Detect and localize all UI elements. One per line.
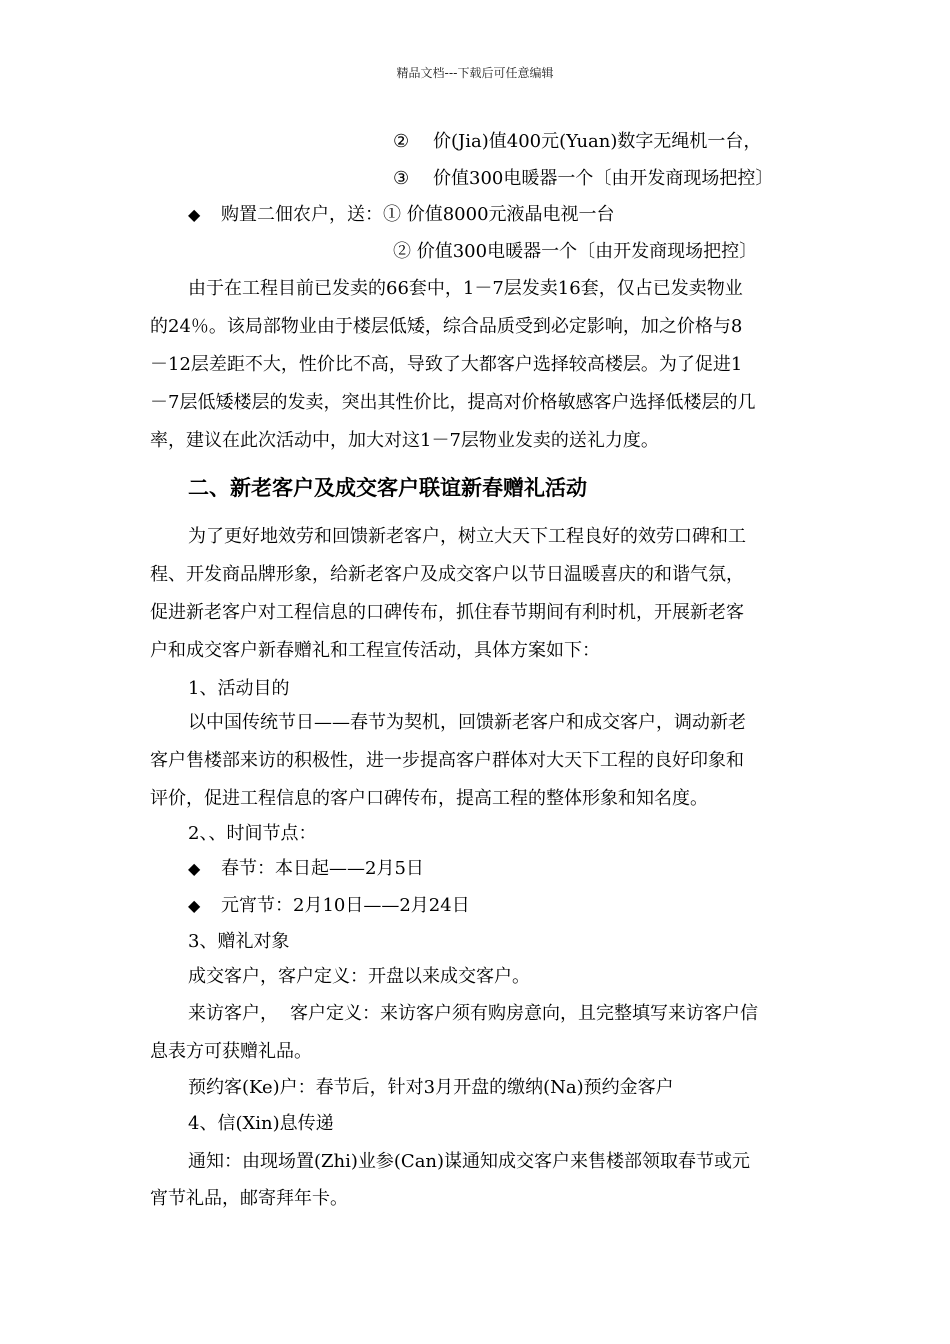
paragraph-line: 通知：由现场置(Zhi)业参(Can)谋通知成交客户来售楼部领取春节或元: [188, 1151, 751, 1172]
paragraph-line: －7层低矮楼层的发卖，突出其性价比，提高对价格敏感客户选择低楼层的几: [150, 392, 756, 413]
paragraph-line: 息表方可获赠礼品。: [150, 1041, 312, 1062]
paragraph-line: 以中国传统节日——春节为契机，回馈新老客户和成交客户，调动新老: [188, 712, 746, 733]
paragraph-line: 成交客户，客户定义：开盘以来成交客户。: [188, 966, 530, 987]
item-text: 价(Jia)值400元(Yuan)数字无绳机一台，: [433, 131, 762, 152]
time-bullet-spring: [188, 857, 424, 881]
paragraph-line: 宵节礼品，邮寄拜年卡。: [150, 1188, 348, 1209]
bullet-text: 春节：本日起——2月5日: [221, 858, 424, 879]
subsection-title: 1、活动目的: [188, 678, 290, 699]
paragraph-line: 由于在工程目前已发卖的66套中，1－7层发卖16套，仅占已发卖物业: [188, 278, 743, 299]
paragraph-line: 程、开发商品牌形象，给新老客户及成交客户以节日温暖喜庆的和谐气氛，: [150, 564, 744, 585]
paragraph-line: 率，建议在此次活动中，加大对这1－7层物业发卖的送礼力度。: [150, 430, 659, 451]
line-segment: 来访客户，: [188, 1003, 278, 1024]
subsection-title: 3、赠礼对象: [188, 931, 290, 952]
gift-item-2: [393, 130, 761, 154]
page-header: 精品文档---下载后可任意编辑: [396, 66, 554, 80]
item-number: ②: [393, 131, 410, 152]
item-number: ③: [393, 168, 410, 189]
gift-item-heater: ② 价值300电暖器一个〔由开发商现场把控〕: [393, 241, 758, 262]
line-segment: 客户定义：来访客户须有购房意向，且完整填写来访客户信: [290, 1003, 758, 1024]
bullet-text: 购置二佃农户，送：① 价值8000元液晶电视一台: [221, 204, 615, 225]
paragraph-line: 户和成交客户新春赠礼和工程宣传活动，具体方案如下：: [150, 640, 600, 661]
bullet-text: 元宵节：2月10日——2月24日: [221, 895, 470, 916]
paragraph-line: 预约客(Ke)户：春节后，针对3月开盘的缴纳(Na)预约金客户: [188, 1077, 674, 1098]
paragraph-line: 评价，促进工程信息的客户口碑传布，提高工程的整体形象和知名度。: [150, 788, 708, 809]
gift-item-3: [393, 167, 773, 191]
item-text: 价值300电暖器一个〔由开发商现场把控〕: [433, 168, 774, 189]
paragraph-line: 客户售楼部来访的积极性，进一步提高客户群体对大天下工程的良好印象和: [150, 750, 744, 771]
paragraph-line: [188, 1002, 758, 1026]
diamond-bullet-icon: ◆: [188, 859, 201, 878]
bullet-purchase-two: [188, 203, 615, 227]
subsection-title: 2、、时间节点：: [188, 823, 317, 844]
subsection-title: 4、信(Xin)息传递: [188, 1113, 334, 1134]
section-heading: 二、新老客户及成交客户联谊新春赠礼活动: [188, 476, 587, 500]
diamond-bullet-icon: ◆: [188, 205, 201, 224]
paragraph-line: 为了更好地效劳和回馈新老客户，树立大天下工程良好的效劳口碑和工: [188, 526, 746, 547]
paragraph-line: 的24％。该局部物业由于楼层低矮，综合品质受到必定影响，加之价格与8: [150, 316, 743, 337]
paragraph-line: －12层差距不大，性价比不高，导致了大都客户选择较高楼层。为了促进1: [150, 354, 743, 375]
diamond-bullet-icon: ◆: [188, 896, 201, 915]
paragraph-line: 促进新老客户对工程信息的口碑传布，抓住春节期间有利时机，开展新老客: [150, 602, 744, 623]
time-bullet-lantern: [188, 894, 470, 918]
